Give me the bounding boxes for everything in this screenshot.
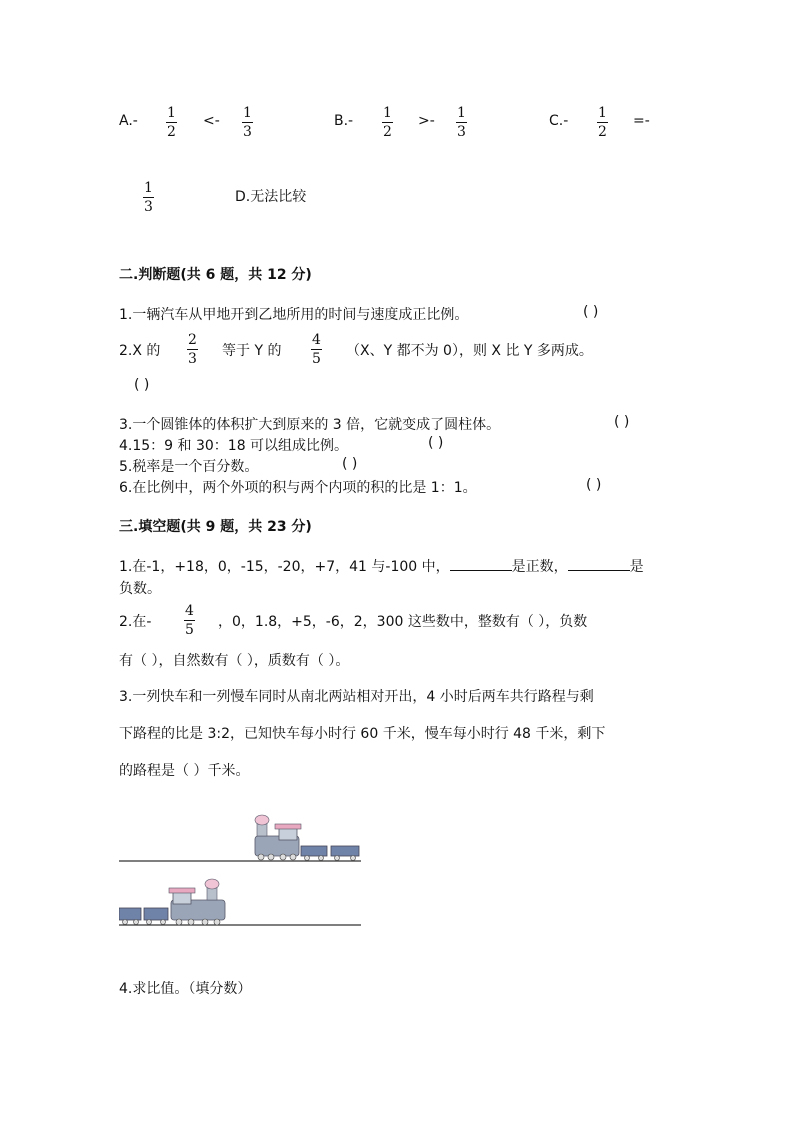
section-2-title: 二.判断题(共 6 题，共 12 分) <box>119 267 312 283</box>
fill-q2-part2: ，0，1.8，+5，-6，2，300 这些数中，整数有（ ），负数 <box>218 614 588 630</box>
numerator: 4 <box>312 332 321 348</box>
fraction-bar <box>597 122 608 123</box>
option-b-fraction-1 <box>382 105 393 140</box>
judge-q2-fraction-2 <box>311 332 322 367</box>
option-b-fraction-2 <box>456 105 467 140</box>
option-d-label: D.无法比较 <box>235 189 307 205</box>
fill-q2-fraction <box>184 603 195 638</box>
option-c-operator: =- <box>633 113 650 129</box>
denominator: 5 <box>312 351 321 367</box>
judge-q3: 3.一个圆锥体的体积扩大到原来的 3 倍，它就变成了圆柱体。 <box>119 417 501 433</box>
fraction-bar <box>382 122 393 123</box>
option-a-operator: <- <box>203 113 220 129</box>
judge-q1-paren: ( ) <box>583 304 599 320</box>
section-3-title: 三.填空题(共 9 题，共 23 分) <box>119 519 312 535</box>
denominator: 2 <box>167 124 176 140</box>
fraction-bar <box>166 122 177 123</box>
denominator: 3 <box>188 351 197 367</box>
answer-blank[interactable] <box>450 556 512 571</box>
judge-q2-part3: （X、Y 都不为 0），则 X 比 Y 多两成。 <box>346 343 593 359</box>
fraction-bar <box>143 197 154 198</box>
fill-q1-line1 <box>119 556 644 576</box>
numerator: 4 <box>185 603 194 619</box>
numerator: 1 <box>243 105 252 121</box>
fill-q3-line1: 3.一列快车和一列慢车同时从南北两站相对开出，4 小时后两车共行路程与剩 <box>119 689 594 705</box>
judge-q5-paren: ( ) <box>342 456 358 472</box>
numerator: 1 <box>598 105 607 121</box>
train-illustration <box>119 812 363 930</box>
option-a-fraction-1 <box>166 105 177 140</box>
slow-train-icon <box>119 879 225 925</box>
numerator: 1 <box>457 105 466 121</box>
denominator: 2 <box>383 124 392 140</box>
judge-q4: 4.15：9 和 30：18 可以组成比例。 <box>119 438 349 454</box>
option-c-fraction-2 <box>143 180 154 215</box>
numerator: 1 <box>144 180 153 196</box>
fill-q3-line3: 的路程是（ ）千米。 <box>119 763 250 779</box>
fill-q2-line2: 有（ ），自然数有（ ），质数有（ ）。 <box>119 653 350 669</box>
judge-q2-fraction-1 <box>187 332 198 367</box>
denominator: 3 <box>243 124 252 140</box>
fast-train-icon <box>255 815 359 861</box>
fill-q1-part3: 是 <box>629 559 644 575</box>
judge-q6: 6.在比例中，两个外项的积与两个内项的积的比是 1：1。 <box>119 480 477 496</box>
fill-q4: 4.求比值。（填分数） <box>119 981 252 997</box>
denominator: 2 <box>598 124 607 140</box>
fill-q1-part2: 是正数， <box>511 559 568 575</box>
option-b-operator: >- <box>418 113 435 129</box>
fill-q2-part1: 2.在- <box>119 614 152 630</box>
judge-q2-paren: ( ) <box>134 377 150 393</box>
option-c-prefix: C.- <box>549 113 569 129</box>
fraction-bar <box>242 122 253 123</box>
fill-q1-part1: 1.在-1，+18，0，-15，-20，+7，41 与-100 中， <box>119 559 450 575</box>
denominator: 3 <box>457 124 466 140</box>
fraction-bar <box>187 349 198 350</box>
judge-q4-paren: ( ) <box>428 435 444 451</box>
option-b-prefix: B.- <box>334 113 354 129</box>
judge-q3-paren: ( ) <box>614 414 630 430</box>
denominator: 3 <box>144 199 153 215</box>
numerator: 1 <box>383 105 392 121</box>
fraction-bar <box>456 122 467 123</box>
option-a-fraction-2 <box>242 105 253 140</box>
option-a-prefix: A.- <box>119 113 138 129</box>
judge-q5: 5.税率是一个百分数。 <box>119 459 259 475</box>
fraction-bar <box>184 620 195 621</box>
fill-q3-line2: 下路程的比是 3:2，已知快车每小时行 60 千米，慢车每小时行 48 千米，剩下 <box>119 726 606 742</box>
option-c-fraction-1 <box>597 105 608 140</box>
numerator: 1 <box>167 105 176 121</box>
answer-blank[interactable] <box>568 556 630 571</box>
denominator: 5 <box>185 622 194 638</box>
judge-q1: 1.一辆汽车从甲地开到乙地所用的时间与速度成正比例。 <box>119 307 469 323</box>
fill-q1-line2: 负数。 <box>119 581 161 597</box>
numerator: 2 <box>188 332 197 348</box>
judge-q2-part2: 等于 Y 的 <box>222 343 282 359</box>
fraction-bar <box>311 349 322 350</box>
judge-q6-paren: ( ) <box>586 477 602 493</box>
judge-q2-part1: 2.X 的 <box>119 343 161 359</box>
